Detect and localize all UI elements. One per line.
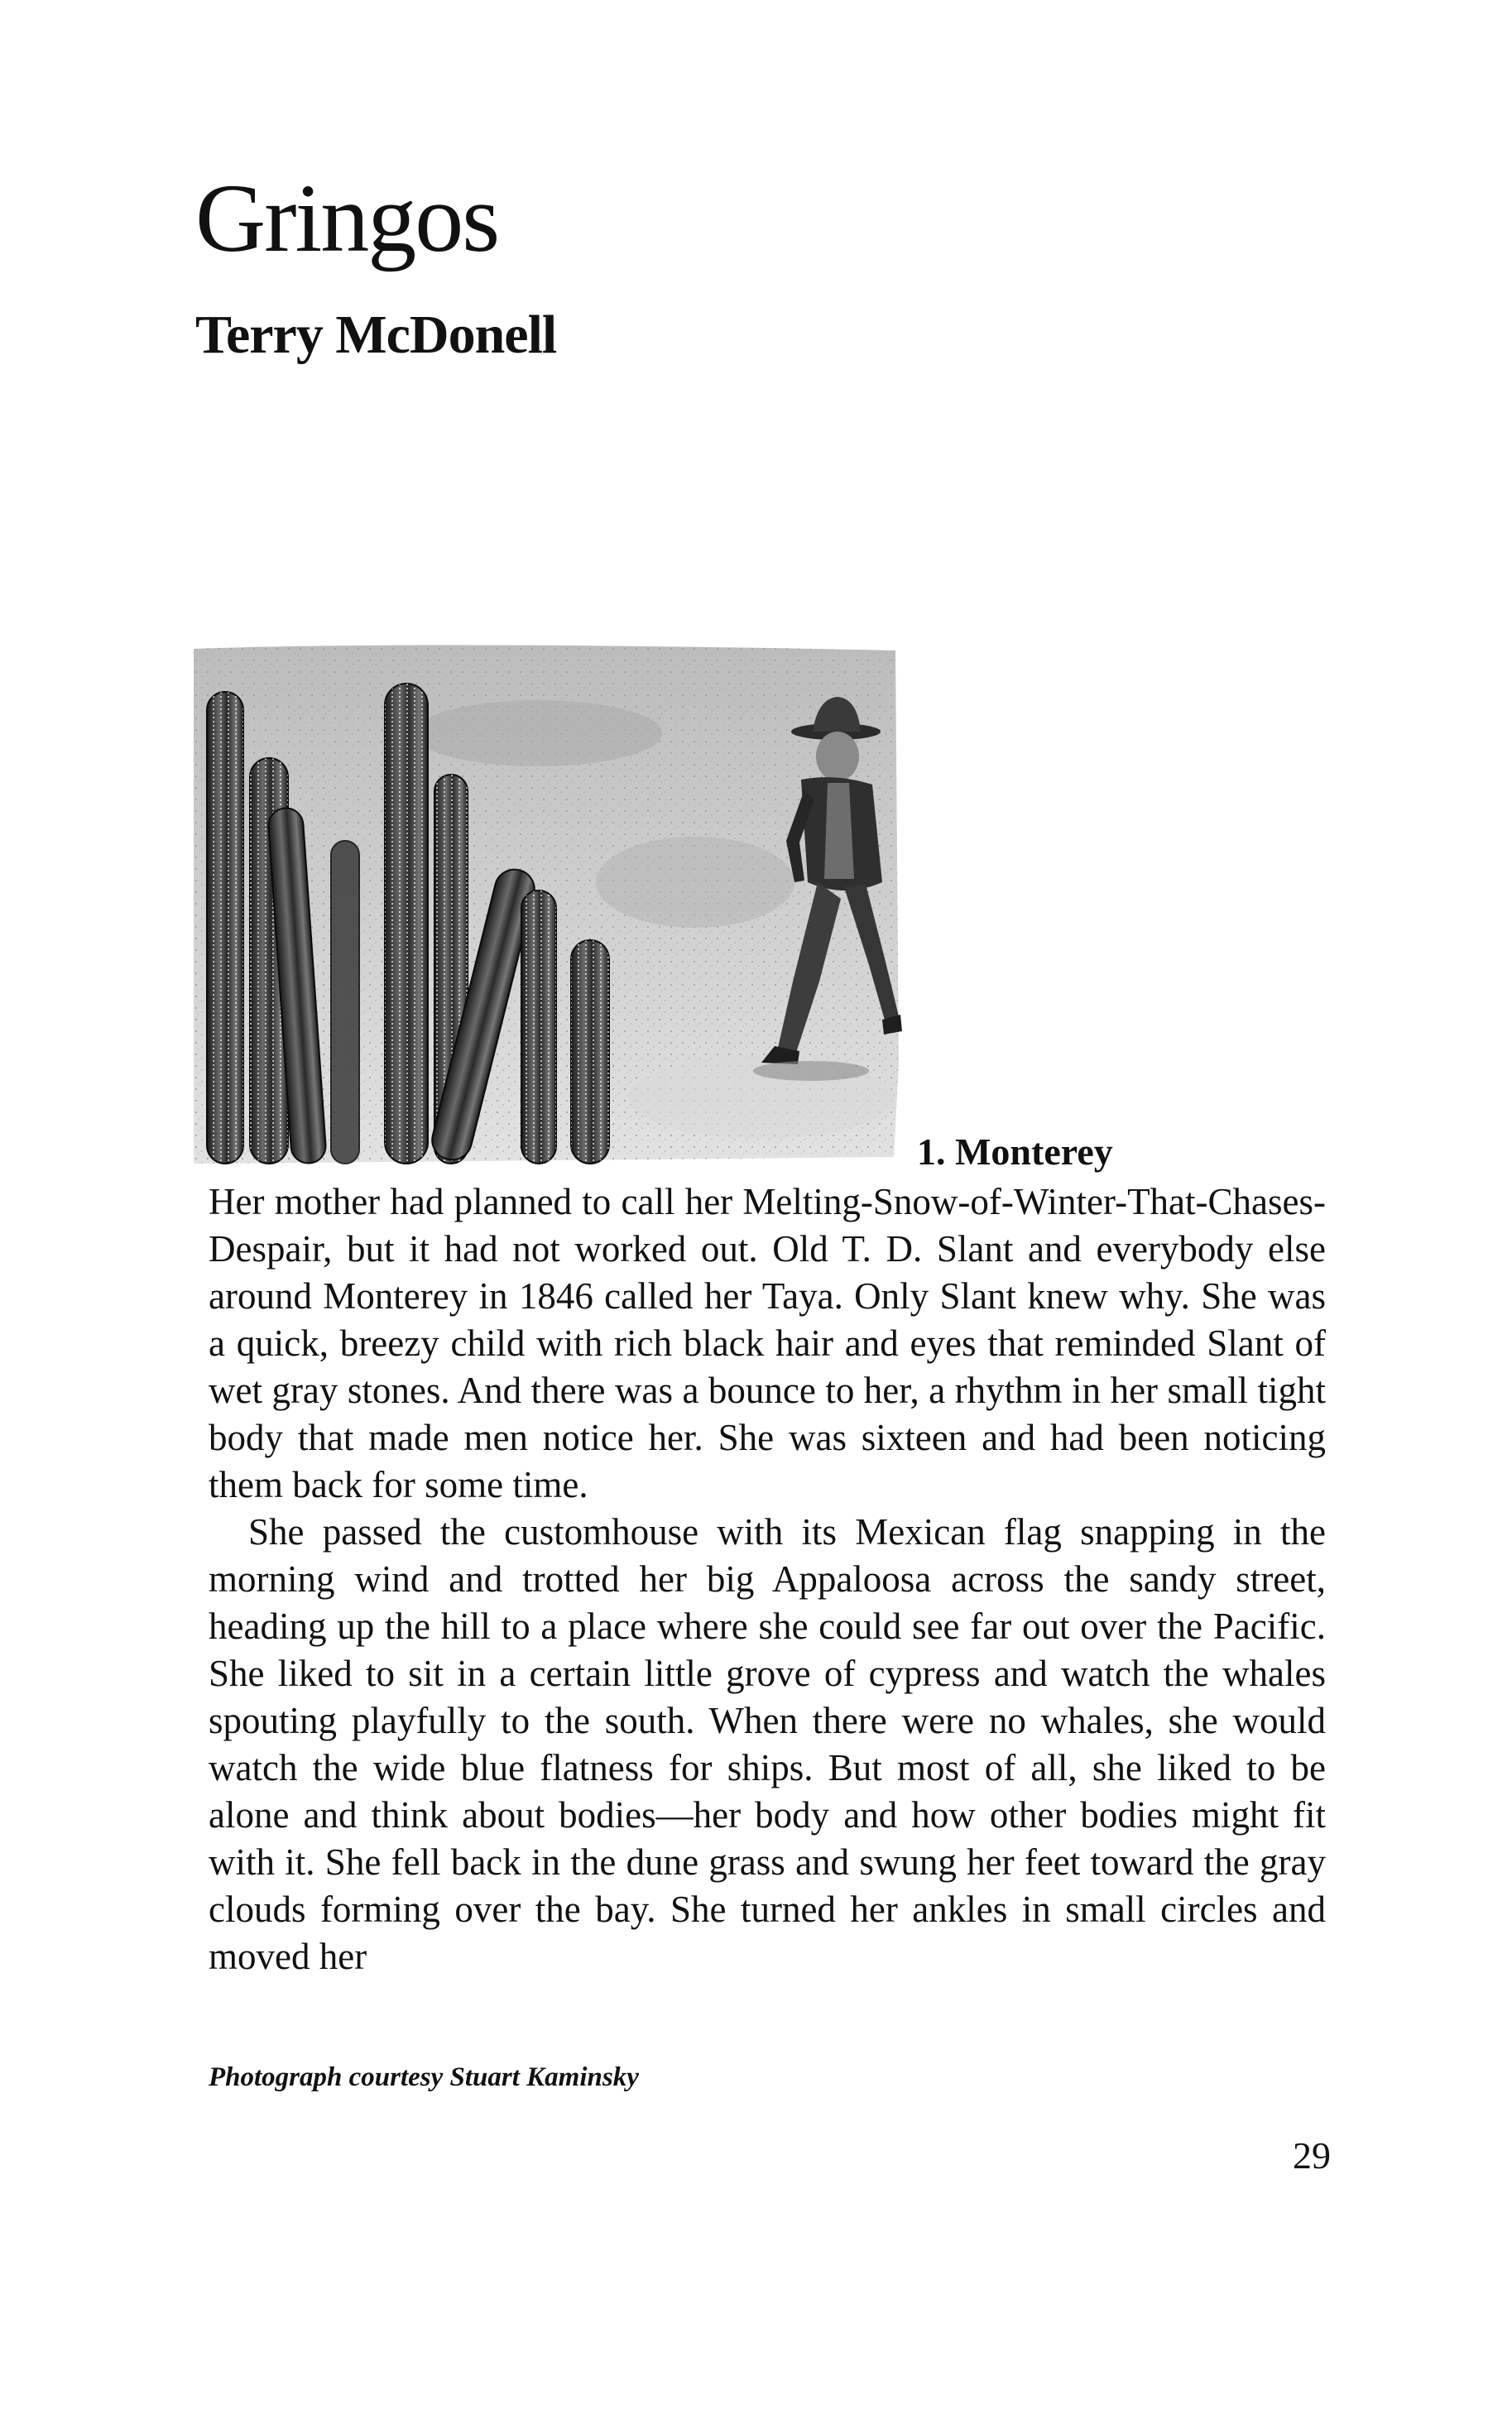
body-paragraph: She passed the customhouse with its Mexican flag snapping in the morning wind and trotted her big Appaloosa across the sandy street, heading up the hill to a place where she could see far out over the Pacific. She liked to sit in a certain little grove of cypress and watch the whales spouting playfully to the south. When there were no whales, she would watch the wide blue flatness for ships. But most of all, she liked to be alone and think about bodies—her body and how other bodies might fit with it. She fell back in the dune grass and swung her feet toward the gray clouds forming over the bay. She turned her ankles in small circles and moved her	[209, 1511, 1326, 1977]
article-body	[209, 1178, 1326, 1980]
page-number: 29	[1293, 2134, 1331, 2177]
desert-photograph	[182, 634, 902, 1172]
article-author: Terry McDonell	[195, 305, 557, 365]
photo-caption: Photograph courtesy Stuart Kaminsky	[209, 2062, 639, 2092]
article-title: Gringos	[195, 164, 499, 272]
section-heading: 1. Monterey	[917, 1130, 1113, 1173]
body-paragraph: Her mother had planned to call her Melting-Snow-of-Winter-That-Chases-Despair, but it had not worked out. Old T. D. Slant and everybody else around Monterey in 1846 called her Taya. Only Slant knew why. She was a quick, breezy child with rich black hair and eyes that reminded Slant of wet gray stones. And there was a bounce to her, a rhythm in her small tight body that made men notice her. She was sixteen and had been noticing them back for some time.	[209, 1181, 1326, 1505]
